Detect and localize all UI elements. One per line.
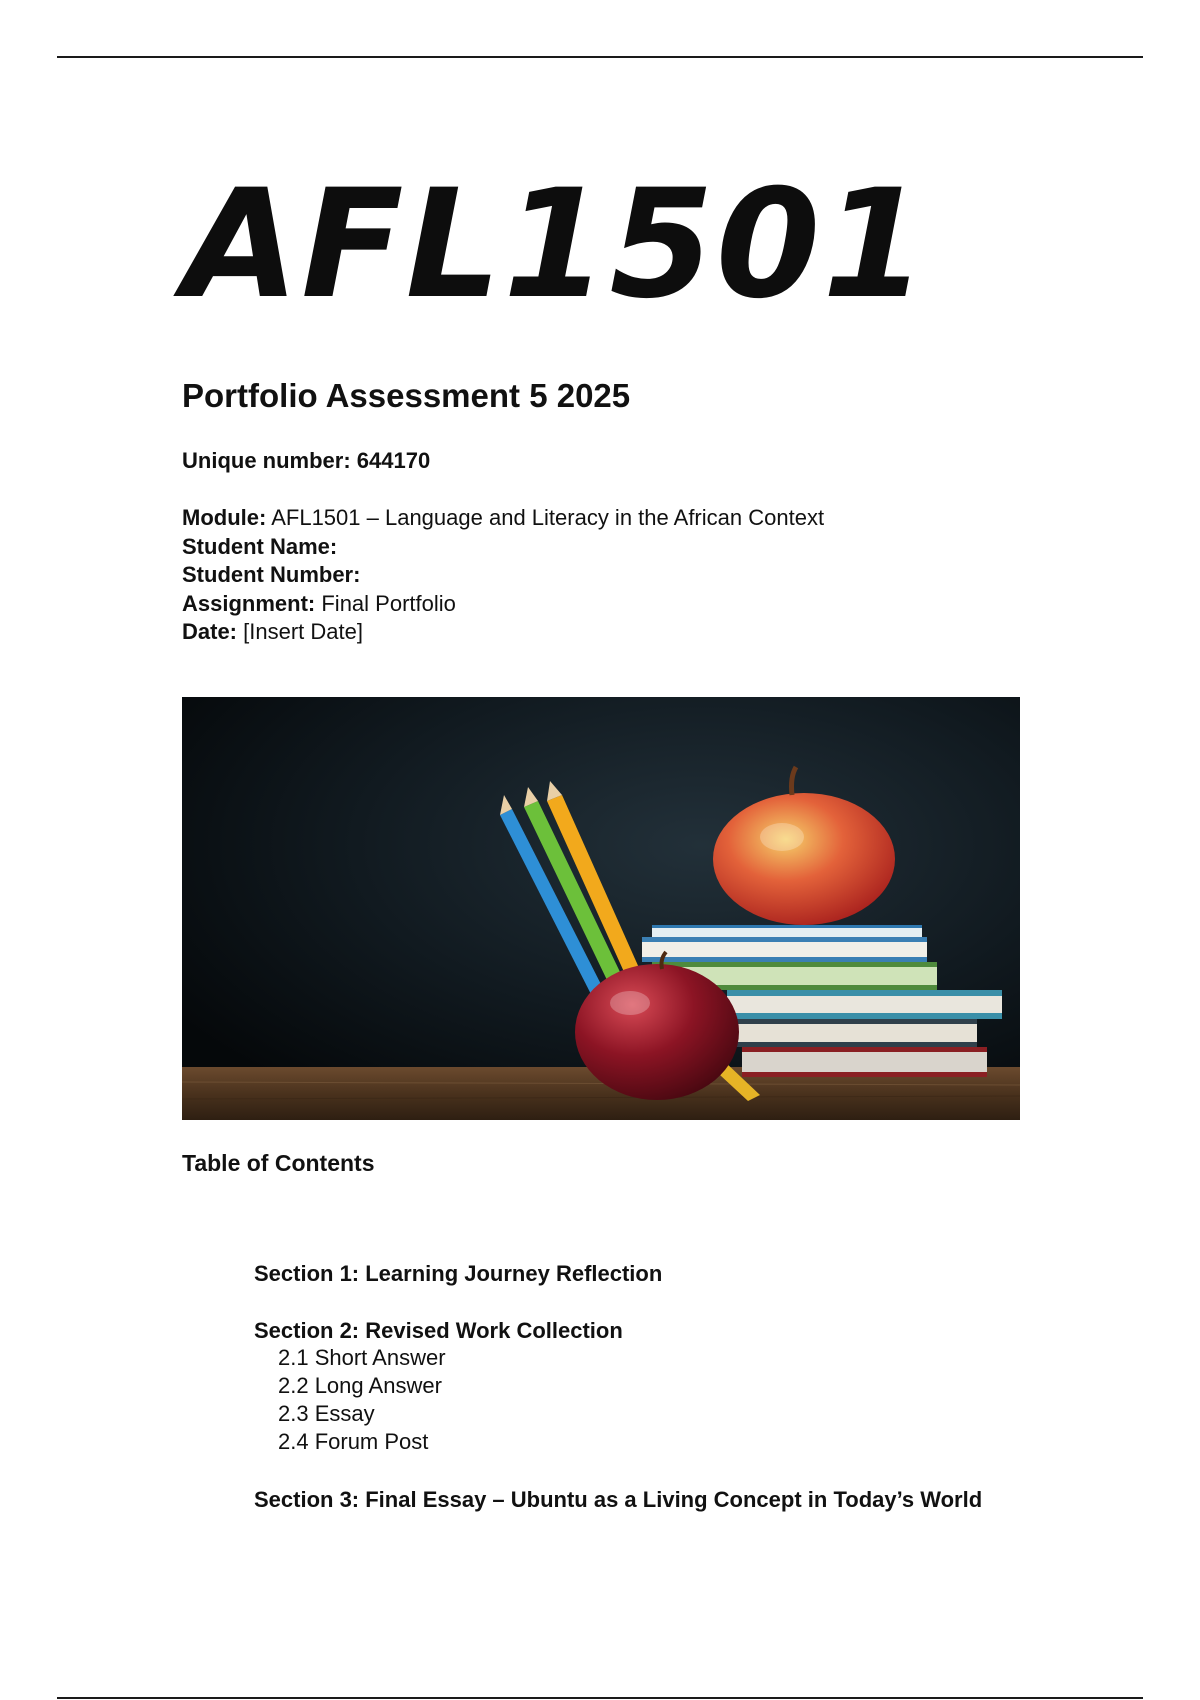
date-label: Date:	[182, 619, 238, 644]
details-block	[182, 504, 824, 647]
toc-section-3: Section 3: Final Essay – Ubuntu as a Living Concept in Today’s World	[254, 1487, 983, 1512]
top-rule	[57, 56, 1143, 58]
toc-heading: Table of Contents	[182, 1150, 375, 1176]
student-name-label: Student Name:	[182, 533, 338, 559]
student-name-row	[182, 533, 824, 562]
page-title: Portfolio Assessment 5 2025	[182, 377, 631, 414]
module-row	[182, 504, 824, 533]
toc-section-1: Section 1: Learning Journey Reflection	[254, 1261, 663, 1286]
date-row	[182, 618, 824, 647]
date-value: [Insert Date]	[237, 619, 363, 644]
module-value: AFL1501 – Language and Literacy in the African Context	[266, 505, 825, 530]
toc-item-2-3: 2.3 Essay	[278, 1401, 375, 1426]
toc-item-2-4: 2.4 Forum Post	[278, 1429, 429, 1454]
table-of-contents	[254, 1260, 1014, 1513]
hero-image	[182, 697, 1020, 1120]
student-number-row	[182, 561, 824, 590]
toc-section-2: Section 2: Revised Work Collection	[254, 1318, 623, 1343]
module-label: Module:	[182, 505, 267, 530]
unique-number: Unique number: 644170	[182, 448, 431, 473]
course-code-title: AFL1501	[183, 158, 929, 332]
assignment-value: Final Portfolio	[315, 590, 456, 616]
apple-books-pencils-icon	[182, 697, 1020, 1120]
assignment-label: Assignment:	[182, 590, 316, 616]
assignment-row	[182, 590, 824, 619]
bottom-rule	[57, 1697, 1143, 1699]
toc-item-2-2: 2.2 Long Answer	[278, 1373, 442, 1398]
student-number-label: Student Number:	[182, 562, 361, 587]
toc-item-2-1: 2.1 Short Answer	[278, 1345, 446, 1370]
